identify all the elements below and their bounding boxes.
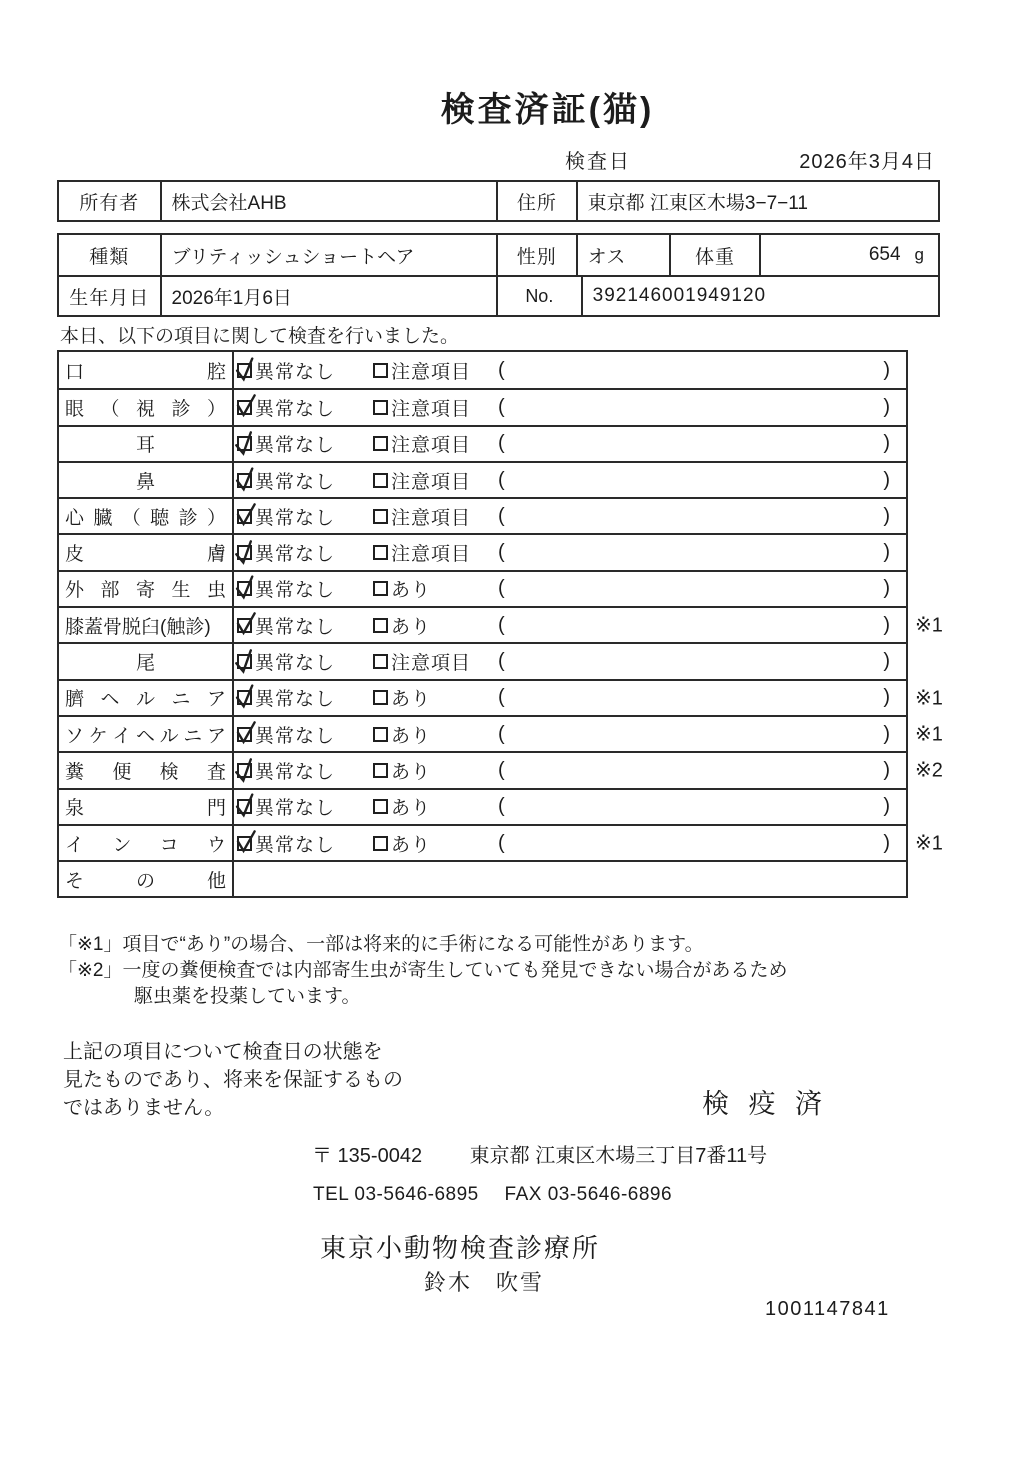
alt-option [373,539,471,566]
remark-paren-open: ( [498,758,505,781]
clinic-address: 東京都 江東区木場三丁目7番11号 [469,1145,768,1167]
remark-paren-close: ) [883,432,890,455]
checklist-row [59,388,906,424]
check-mark-icon [233,355,258,384]
alt-option [373,394,471,421]
row-result [234,427,906,461]
row-result [234,644,906,678]
checklist-row [59,751,943,787]
row-result [234,681,906,715]
normal-label: 異常なし [255,798,336,820]
clinic-tel: TEL 03-5646-6895 [313,1184,479,1205]
check-mark-icon [232,756,258,786]
remark-paren-close: ) [883,831,890,854]
normal-label: 異常なし [255,616,336,638]
normal-label: 異常なし [255,689,336,711]
serial-number: 1001147841 [765,1298,890,1320]
sex-label: 性別 [498,235,578,275]
alt-checkbox [373,473,388,488]
remark-paren-close: ) [883,650,890,673]
alt-checkbox [373,836,388,851]
alt-label: 注意項目 [391,471,472,493]
check-mark-icon [233,465,258,494]
normal-option [237,539,335,566]
remark-paren-close: ) [883,686,890,709]
alt-checkbox [373,581,388,596]
alt-checkbox [373,618,388,633]
alt-label: 注意項目 [391,435,472,457]
item-label: 泉 門 [59,790,234,824]
alt-checkbox [373,654,388,669]
quarantine-stamp: 検 疫 済 [702,1089,829,1119]
alt-label: 注意項目 [391,361,472,383]
check-mark-icon [233,574,258,603]
remark-paren-close: ) [883,758,890,781]
row-result [234,717,906,751]
no-label: No. [498,277,583,315]
inspection-date-value: 2026年3月4日 [799,151,935,173]
remark-paren-open: ( [498,432,505,455]
normal-checkbox [237,436,252,451]
disclaimer-line-1: 上記の項目について検査日の状態を [63,1041,383,1063]
disclaimer-line-3: ではありません。 [63,1097,225,1119]
normal-label: 異常なし [255,398,336,420]
check-mark-icon [234,609,258,637]
normal-checkbox [237,727,252,742]
breed-label: 種類 [59,235,162,275]
animal-info-table [57,233,940,317]
alt-option [373,793,431,820]
alt-option [373,684,431,711]
clinic-fax: FAX 03-5646-6896 [504,1184,673,1205]
birth-label: 生年月日 [59,277,162,315]
footnote-3: 駆虫薬を投薬しています。 [134,986,361,1008]
check-mark-icon [232,538,258,568]
remark-paren-close: ) [883,468,890,491]
alt-option [373,757,431,784]
alt-checkbox [373,727,388,742]
alt-option [373,467,471,494]
remark-paren-close: ) [883,504,890,527]
alt-label: あり [391,761,432,783]
alt-checkbox [373,799,388,814]
birth-value: 2026年1月6日 [162,277,498,315]
checklist-row [59,352,906,388]
item-label: 眼 （ 視 診 ） [59,390,234,424]
normal-option [237,721,335,748]
alt-label: 注意項目 [391,398,472,420]
alt-label: あり [391,834,432,856]
normal-checkbox [237,473,252,488]
checklist-row [59,824,943,860]
normal-checkbox [237,545,252,560]
normal-label: 異常なし [255,653,336,675]
normal-option [237,430,335,457]
normal-checkbox [237,654,252,669]
alt-checkbox [373,400,388,415]
alt-label: あり [391,725,432,747]
normal-checkbox [237,836,252,851]
normal-option [237,357,335,384]
item-label: 心 臓 （ 聴 診 ） [59,499,234,533]
item-label: 膝蓋骨脱臼(触診) [59,608,234,642]
footnote-2: 「※2」一度の糞便検査では内部寄生虫が寄生していても発見できない場合があるため [58,960,788,982]
normal-label: 異常なし [255,725,336,747]
normal-label: 異常なし [255,580,336,602]
normal-label: 異常なし [255,834,336,856]
no-value: 392146001949120 [592,285,767,306]
remark-paren-close: ) [883,577,890,600]
item-label: 耳 [59,427,234,461]
alt-label: 注意項目 [391,544,472,566]
row-result [234,862,906,896]
item-label: 尾 [59,644,234,678]
item-label: 外 部 寄 生 虫 [59,572,234,606]
alt-option [373,357,471,384]
alt-checkbox [373,690,388,705]
footnote-ref: ※1 [915,614,943,637]
checklist-row [59,461,906,497]
remark-paren-open: ( [498,613,505,636]
normal-label: 異常なし [255,361,336,383]
checklist-row [59,679,943,715]
disclaimer-line-2: 見たものであり、将来を保証するもの [63,1069,403,1091]
alt-label: あり [391,616,432,638]
inspection-date-label: 検査日 [565,151,631,173]
normal-label: 異常なし [255,471,336,493]
clinic-address-line [312,1139,767,1168]
remark-paren-open: ( [498,541,505,564]
remark-paren-open: ( [498,395,505,418]
normal-checkbox [237,618,252,633]
alt-checkbox [373,509,388,524]
remark-paren-close: ) [883,613,890,636]
alt-checkbox [373,545,388,560]
alt-label: あり [391,798,432,820]
weight-number: 654 [868,244,901,265]
owner-name: 株式会社AHB [162,182,498,220]
checklist-row [59,715,943,751]
address-label: 住所 [498,182,578,220]
owner-row [59,182,938,220]
alt-option [373,575,431,602]
row-result [234,352,906,388]
checklist-row [59,425,906,461]
check-mark-icon [234,827,258,855]
normal-label: 異常なし [255,544,336,566]
alt-checkbox [373,436,388,451]
footnote-1: 「※1」項目で“あり”の場合、一部は将来的に手術になる可能性があります。 [58,934,704,955]
check-mark-icon [232,429,258,459]
row-result [234,535,906,569]
breed-value: ブリティッシュショートヘア [162,235,498,275]
remark-paren-close: ) [883,722,890,745]
alt-label: あり [391,689,432,711]
normal-checkbox [237,799,252,814]
check-mark-icon [234,391,258,419]
remark-paren-open: ( [498,504,505,527]
item-label: 鼻 [59,463,234,497]
remark-paren-close: ) [883,358,890,381]
alt-option [373,503,471,530]
normal-option [237,394,335,421]
footnote-ref: ※1 [915,687,943,710]
weight-unit: g [914,245,924,264]
checklist-row [59,860,906,896]
row-result [234,753,906,787]
owner-address: 東京都 江東区木場3−7−11 [587,192,808,214]
checklist-row [59,533,906,569]
item-label: ソ ケ イ ヘ ル ニ ア [59,717,234,751]
footnote-ref: ※2 [915,759,943,782]
remark-paren-open: ( [498,468,505,491]
owner-label: 所有者 [59,182,162,220]
normal-option [237,793,335,820]
checklist-row [59,642,906,678]
normal-option [237,612,335,639]
alt-option [373,648,471,675]
row-result [234,790,906,824]
alt-option [373,830,431,857]
owner-table [57,180,940,222]
remark-paren-open: ( [498,650,505,673]
check-mark-icon [233,683,258,712]
check-mark-icon [234,718,258,746]
page-title: 検査済証(猫) [440,91,655,129]
normal-label: 異常なし [255,435,336,457]
remark-paren-open: ( [498,722,505,745]
normal-label: 異常なし [255,761,336,783]
inspection-date-line [0,145,1011,173]
remark-paren-open: ( [498,795,505,818]
alt-option [373,612,431,639]
checklist-row [59,497,906,533]
normal-checkbox [237,581,252,596]
row-result [234,826,906,860]
remark-paren-close: ) [883,395,890,418]
item-label: イ ン コ ウ [59,826,234,860]
normal-option [237,830,335,857]
remark-paren-open: ( [498,831,505,854]
remark-paren-close: ) [883,541,890,564]
postal-code: 〒 135-0042 [312,1145,423,1167]
normal-checkbox [237,690,252,705]
alt-checkbox [373,763,388,778]
vet-name: 鈴木 吹雪 [424,1270,545,1295]
checklist-row [59,788,906,824]
item-label: 皮 膚 [59,535,234,569]
normal-checkbox [237,763,252,778]
normal-option [237,503,335,530]
row-result [234,572,906,606]
birth-row [59,275,938,315]
normal-option [237,648,335,675]
remark-paren-close: ) [883,795,890,818]
item-label: そ の 他 [59,862,234,896]
checklist-table [57,350,943,898]
normal-label: 異常なし [255,507,336,529]
alt-label: 注意項目 [391,653,472,675]
item-label: 糞 便 検 査 [59,753,234,787]
check-mark-icon [232,647,258,677]
normal-option [237,684,335,711]
footnote-ref: ※1 [915,723,943,746]
normal-checkbox [237,363,252,378]
disclaimer-text [63,1038,403,1122]
sex-value: オス [578,235,672,275]
row-result [234,499,906,533]
check-mark-icon [233,792,258,821]
row-result [234,608,906,642]
normal-option [237,467,335,494]
normal-option [237,757,335,784]
row-result [234,390,906,424]
alt-option [373,721,431,748]
item-label: 臍 ヘ ル ニ ア [59,681,234,715]
weight-value [761,235,938,275]
normal-checkbox [237,509,252,524]
checklist-row [59,606,943,642]
weight-label: 体重 [671,235,761,275]
remark-paren-open: ( [498,358,505,381]
normal-option [237,575,335,602]
alt-label: 注意項目 [391,507,472,529]
row-result [234,463,906,497]
remark-paren-open: ( [498,686,505,709]
clinic-name: 東京小動物検査診療所 [320,1233,601,1263]
intro-text: 本日、以下の項目に関して検査を行いました。 [60,326,460,347]
normal-checkbox [237,400,252,415]
alt-checkbox [373,363,388,378]
breed-row [59,235,938,275]
footnotes [58,932,788,1010]
check-mark-icon [234,500,258,528]
checklist-row [59,570,906,606]
clinic-phone-line [313,1184,672,1206]
item-label: 口 腔 [59,352,234,388]
alt-label: あり [391,580,432,602]
remark-paren-open: ( [498,577,505,600]
footnote-ref: ※1 [915,832,943,855]
alt-option [373,430,471,457]
